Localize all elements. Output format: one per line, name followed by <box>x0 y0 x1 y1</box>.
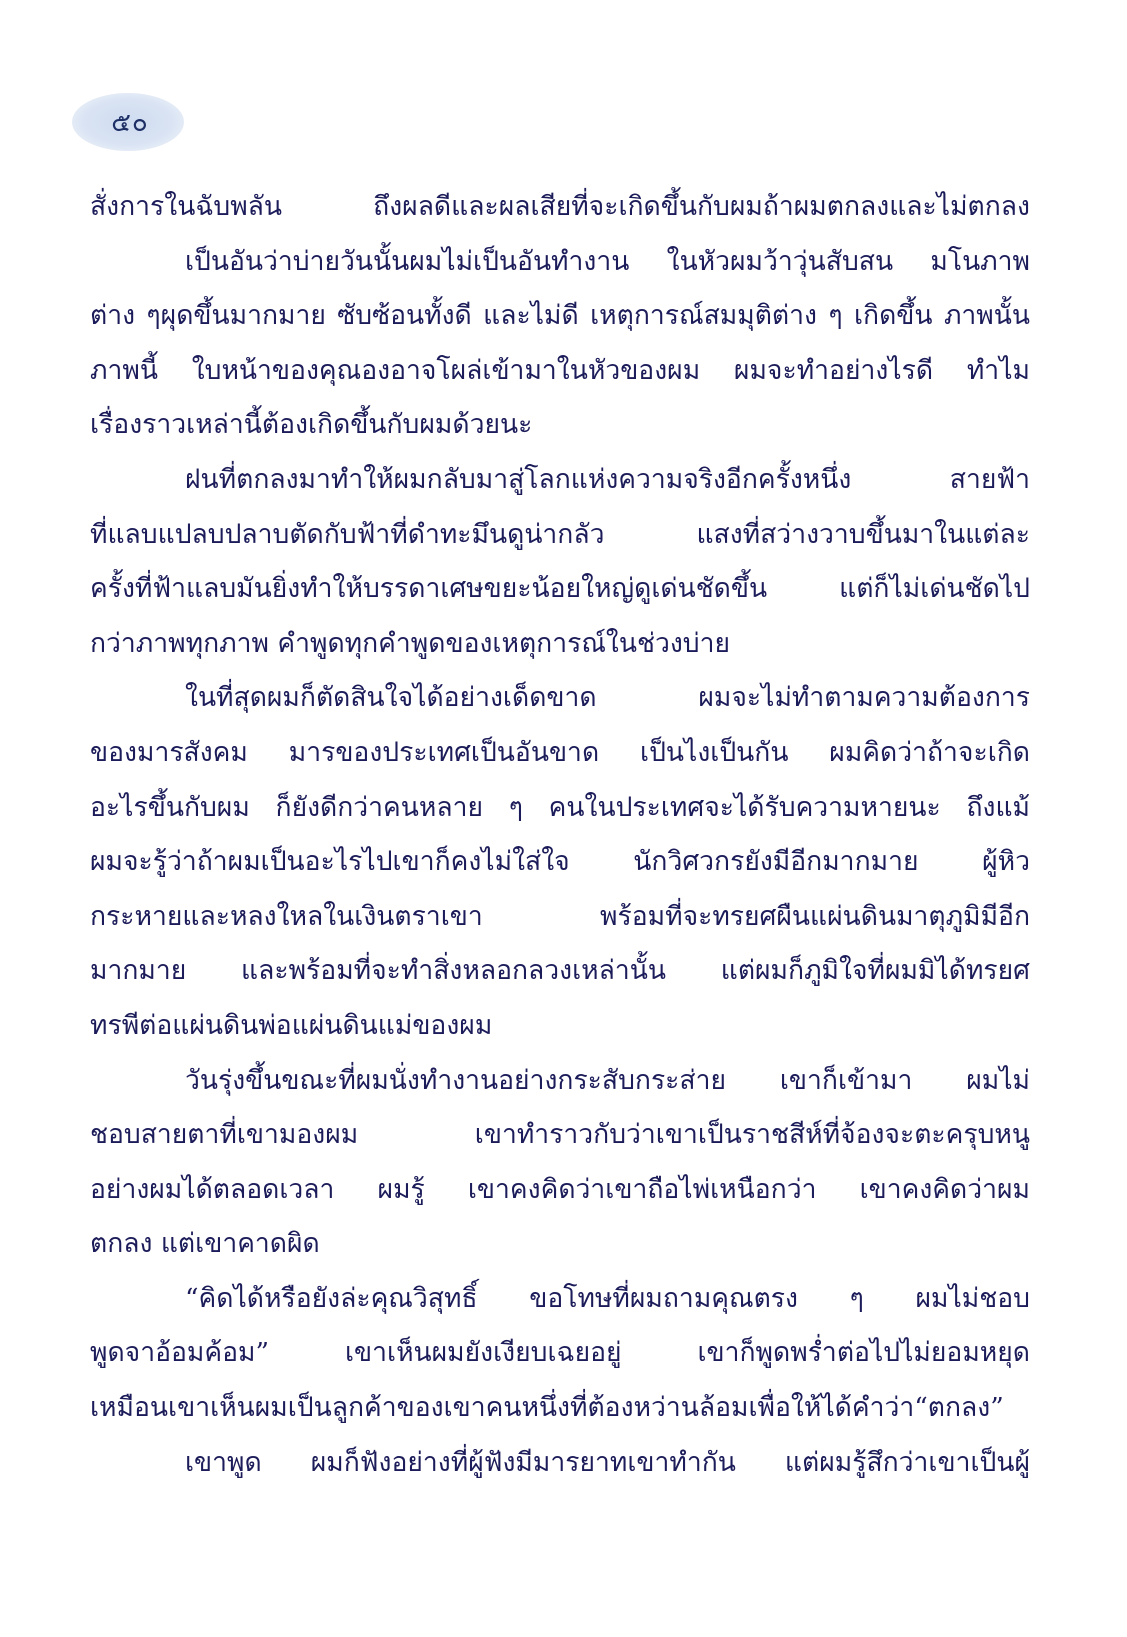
text-line: กว่าภาพทุกภาพ คำพูดทุกคำพูดของเหตุการณ์ในช่วงบ่าย <box>90 627 730 659</box>
text-line: พูดจาอ้อมค้อม” เขาเห็นผมยังเงียบเฉยอยู่ เขาก็พูดพร่ำต่อไปไม่ยอมหยุด <box>90 1337 1030 1369</box>
text-line: วันรุ่งขึ้นขณะที่ผมนั่งทำงานอย่างกระสับกระส่าย เขาก็เข้ามา ผมไม่ <box>185 1064 1030 1096</box>
text-line: เขาพูด ผมก็ฟังอย่างที่ผู้ฟังมีมารยาทเขาทำกัน แต่ผมรู้สึกว่าเขาเป็นผู้ <box>185 1446 1030 1478</box>
text-line: ชอบสายตาที่เขามองผม เขาทำราวกับว่าเขาเป็นราชสีห์ที่จ้องจะตะครุบหนู <box>90 1119 1030 1151</box>
text-line: สั่งการในฉับพลัน ถึงผลดีและผลเสียที่จะเกิดขึ้นกับผมถ้าผมตกลงและไม่ตกลง <box>90 191 1030 222</box>
text-line: ในที่สุดผมก็ตัดสินใจได้อย่างเด็ดขาด ผมจะไม่ทำตามความต้องการ <box>185 682 1030 714</box>
text-line: ฝนที่ตกลงมาทำให้ผมกลับมาสู่โลกแห่งความจริงอีกครั้งหนึ่ง สายฟ้า <box>185 463 1030 495</box>
text-line: ภาพนี้ ใบหน้าของคุณองอาจโผล่เข้ามาในหัวของผม ผมจะทำอย่างไรดี ทำไม <box>90 354 1030 386</box>
text-line: อะไรขึ้นกับผม ก็ยังดีกว่าคนหลาย ๆ คนในประเทศจะได้รับความหายนะ ถึงแม้ <box>90 791 1030 823</box>
text-line: อย่างผมได้ตลอดเวลา ผมรู้ เขาคงคิดว่าเขาถือไพ่เหนือกว่า เขาคงคิดว่าผม <box>90 1173 1030 1205</box>
page-number: ๕๐ <box>111 107 149 138</box>
text-line: มากมาย และพร้อมที่จะทำสิ่งหลอกลวงเหล่านั้น แต่ผมก็ภูมิใจที่ผมมิได้ทรยศ <box>90 955 1030 987</box>
text-line: กระหายและหลงใหลในเงินตราเขา พร้อมที่จะทรยศผืนแผ่นดินมาตุภูมิมีอีก <box>90 900 1030 932</box>
text-line: ตกลง แต่เขาคาดผิด <box>90 1228 320 1260</box>
text-line: ทรพีต่อแผ่นดินพ่อแผ่นดินแม่ของผม <box>90 1009 493 1041</box>
text-line: เรื่องราวเหล่านี้ต้องเกิดขึ้นกับผมด้วยนะ <box>90 409 533 441</box>
text-line: เป็นอันว่าบ่ายวันนั้นผมไม่เป็นอันทำงาน ในหัวผมว้าวุ่นสับสน มโนภาพ <box>185 245 1030 277</box>
text-line: ของมารสังคม มารของประเทศเป็นอันขาด เป็นไงเป็นกัน ผมคิดว่าถ้าจะเกิด <box>90 736 1030 768</box>
text-line: “คิดได้หรือยังล่ะคุณวิสุทธิ์ ขอโทษที่ผมถามคุณตรง ๆ ผมไม่ชอบ <box>185 1282 1030 1314</box>
text-line: ที่แลบแปลบปลาบตัดกับฟ้าที่ดำทะมึนดูน่ากลัว แสงที่สว่างวาบขึ้นมาในแต่ละ <box>90 518 1030 550</box>
text-line: ครั้งที่ฟ้าแลบมันยิ่งทำให้บรรดาเศษขยะน้อยใหญ่ดูเด่นชัดขึ้น แต่ก็ไม่เด่นชัดไป <box>90 573 1030 605</box>
text-body <box>90 180 1030 1490</box>
page-number-badge <box>72 93 184 151</box>
text-line: เหมือนเขาเห็นผมเป็นลูกค้าของเขาคนหนึ่งที่ต้องหว่านล้อมเพื่อให้ได้คำว่า“ตกลง” <box>90 1392 1004 1424</box>
text-line: ผมจะรู้ว่าถ้าผมเป็นอะไรไปเขาก็คงไม่ใส่ใจ นักวิศวกรยังมีอีกมากมาย ผู้หิว <box>90 846 1030 878</box>
text-line: ต่าง ๆผุดขึ้นมากมาย ซับซ้อนทั้งดี และไม่ดี เหตุการณ์สมมุติต่าง ๆ เกิดขึ้น ภาพนั้น <box>90 300 1030 332</box>
